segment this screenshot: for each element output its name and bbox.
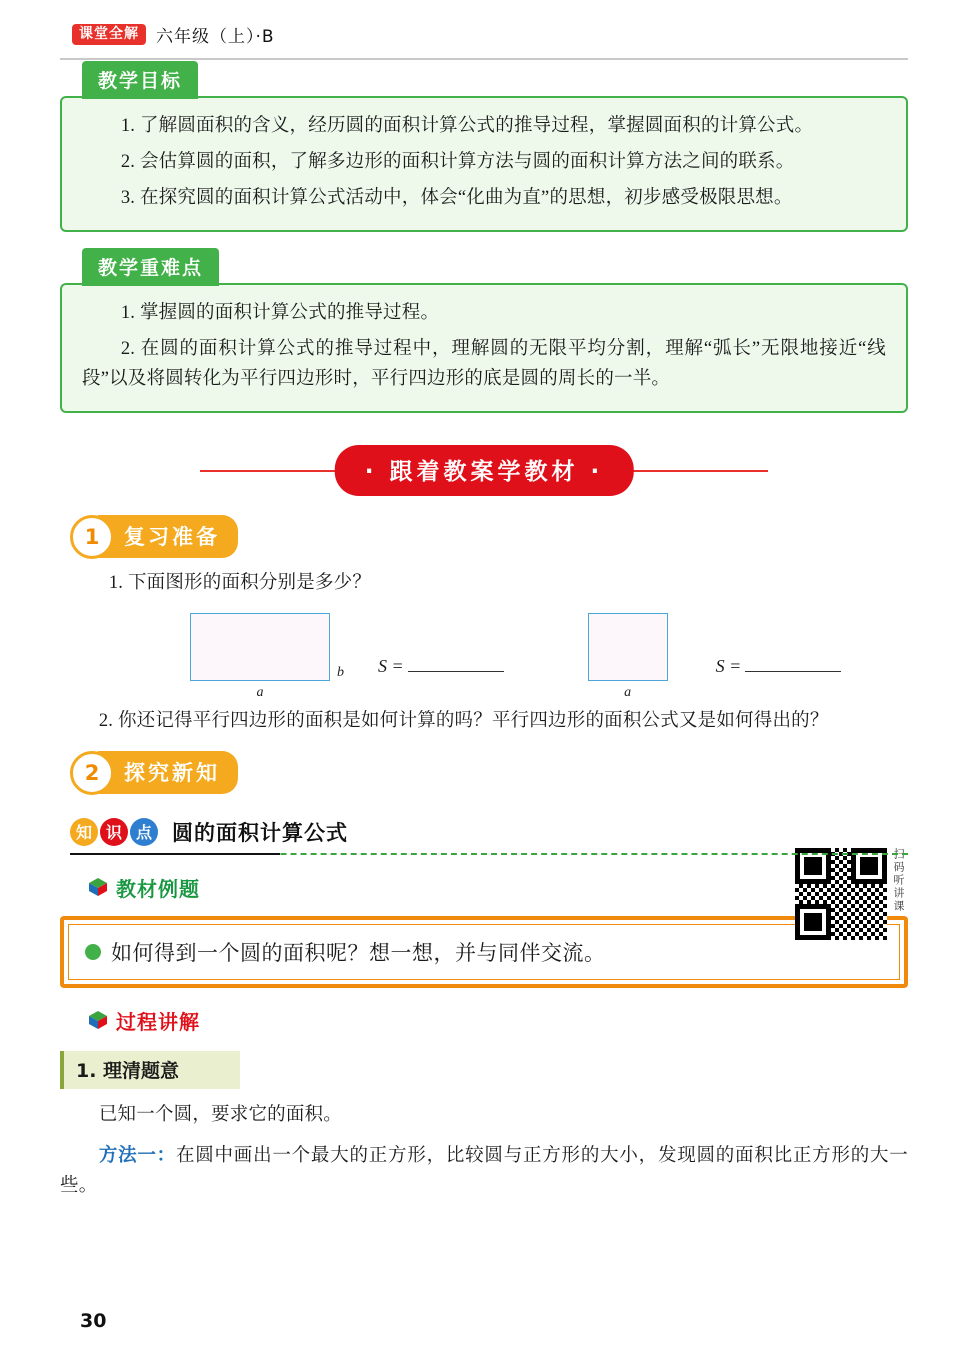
example-box-inner xyxy=(68,924,900,980)
rectangle-answer-blank[interactable] xyxy=(408,657,504,672)
objectives-section xyxy=(60,61,908,232)
process-label: 过程讲解 xyxy=(116,1009,200,1034)
objectives-tab: 教学目标 xyxy=(82,61,198,99)
square-shape xyxy=(588,613,668,681)
knowledge-point-badges xyxy=(70,818,158,846)
knowledge-point-underline-solid xyxy=(70,853,280,855)
objective-item: 2. 会估算圆的面积，了解多边形的面积计算方法与圆的面积计算方法之间的联系。 xyxy=(120,151,795,172)
knowledge-point-heading xyxy=(70,817,908,847)
page-header xyxy=(60,0,908,47)
objectives-box xyxy=(60,96,908,232)
knowledge-char-1: 知 xyxy=(70,818,98,846)
knowledge-char-3: 点 xyxy=(130,818,158,846)
keypoints-section xyxy=(60,248,908,413)
method-text: 在圆中画出一个最大的正方形，比较圆与正方形的大小，发现圆的面积比正方形的大一些。 xyxy=(60,1145,908,1196)
keypoints-box xyxy=(60,283,908,413)
figures-row xyxy=(60,613,908,700)
keypoint-item: 2. 在圆的面积计算公式的推导过程中，理解圆的无限平均分割，理解“弧长”无限地接近“线段”以及将圆转化为平行四边形时，平行四边形的底是圆的周长的一半。 xyxy=(82,338,886,389)
substep-paragraph-2 xyxy=(60,1141,908,1202)
section2-heading xyxy=(70,751,908,795)
section1-question-1: 1. 下面图形的面积分别是多少？ xyxy=(108,572,372,593)
section1-label: 复习准备 xyxy=(98,515,238,558)
bullet-dot-icon xyxy=(85,944,101,960)
section1-heading xyxy=(70,515,908,559)
square-area-equation xyxy=(716,656,842,677)
series-badge: 课堂全解 xyxy=(72,24,146,45)
figure-square xyxy=(588,613,668,700)
square-answer-blank[interactable] xyxy=(745,657,841,672)
substep-paragraph-1: 已知一个圆，要求它的面积。 xyxy=(98,1104,342,1125)
section-banner xyxy=(60,439,908,501)
knowledge-char-2: 识 xyxy=(100,818,128,846)
qr-caption: 扫码听讲课 xyxy=(892,848,905,913)
method-label: 方法一： xyxy=(98,1144,176,1166)
banner-title: · 跟着教案学教材 · xyxy=(335,445,634,496)
banner-line-right xyxy=(618,470,768,472)
knowledge-point-title: 圆的面积计算公式 xyxy=(172,820,348,845)
qr-eye-bottom-left xyxy=(795,904,831,940)
header-divider xyxy=(60,58,908,60)
section1-question-2: 2. 你还记得平行四边形的面积是如何计算的吗？平行四边形的面积公式又是如何得出的？ xyxy=(98,710,829,731)
example-box xyxy=(60,916,908,988)
square-bottom-label: a xyxy=(624,684,632,700)
grade-title: 六年级（上）·B xyxy=(156,27,275,47)
qr-code-icon[interactable] xyxy=(795,848,887,940)
textbook-example-heading xyxy=(88,873,908,902)
banner-line-left xyxy=(200,470,350,472)
substep-title: 1. 理清题意 xyxy=(60,1051,240,1089)
square-equation-text: S = xyxy=(715,655,742,676)
qr-code-block[interactable] xyxy=(795,848,906,940)
section2-label: 探究新知 xyxy=(98,751,238,794)
keypoints-tab: 教学重难点 xyxy=(82,248,219,286)
page-number: 30 xyxy=(80,1310,107,1332)
process-heading xyxy=(88,1006,908,1035)
keypoint-item: 1. 掌握圆的面积计算公式的推导过程。 xyxy=(120,302,440,323)
section1-number: 1 xyxy=(70,515,114,559)
rectangle-side-label: b xyxy=(337,664,344,680)
objective-item: 3. 在探究圆的面积计算公式活动中，体会“化曲为直”的思想，初步感受极限思想。 xyxy=(120,187,793,208)
objective-item: 1. 了解圆面积的含义，经历圆的面积计算公式的推导过程，掌握圆面积的计算公式。 xyxy=(120,116,814,136)
section2-number: 2 xyxy=(70,751,114,795)
cube-icon xyxy=(88,877,108,897)
rectangle-area-equation xyxy=(378,656,504,677)
example-text: 如何得到一个圆的面积呢？想一想，并与同伴交流。 xyxy=(111,940,606,965)
cube-icon xyxy=(88,1010,108,1030)
rectangle-shape xyxy=(190,613,330,681)
figure-rectangle xyxy=(190,613,344,700)
textbook-example-label: 教材例题 xyxy=(116,876,200,901)
rectangle-equation-text: S = xyxy=(378,655,404,676)
rectangle-bottom-label: a xyxy=(256,684,264,700)
